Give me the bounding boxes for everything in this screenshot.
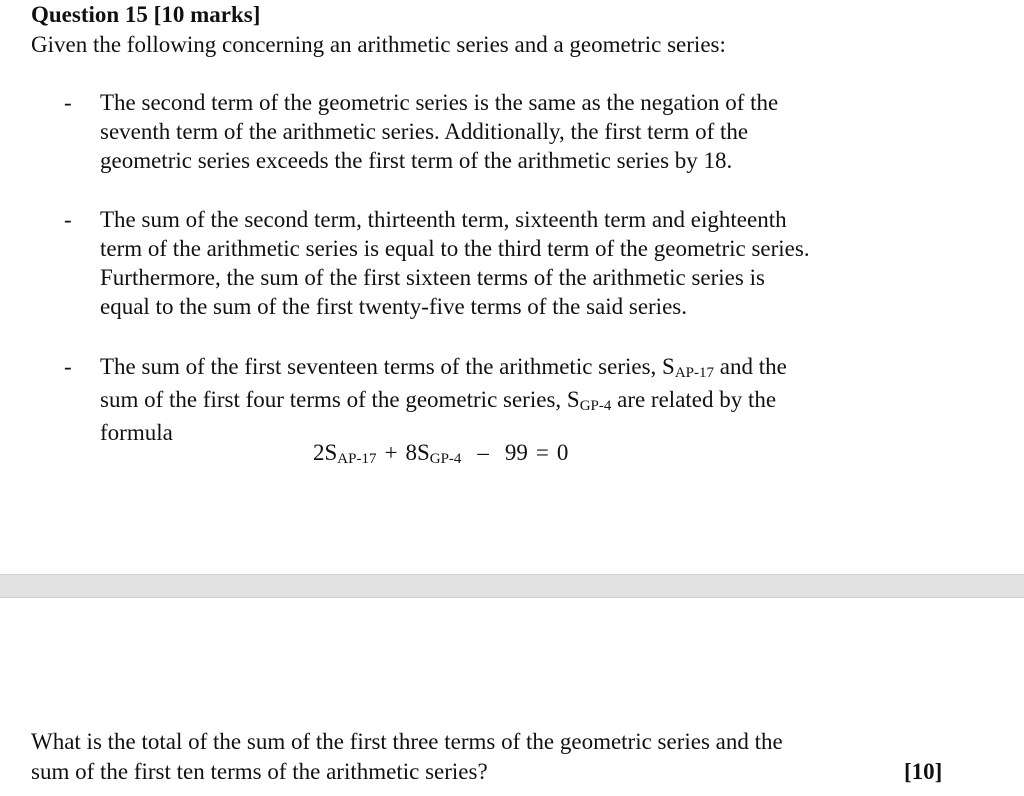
formula-term: 2S — [313, 440, 338, 465]
bullet-marker: - — [64, 207, 72, 232]
bullet-line: equal to the sum of the first twenty-five terms of the said series. — [100, 294, 687, 319]
question-title: Question 15 [10 marks] — [31, 2, 261, 27]
formula-term: 8S — [405, 440, 430, 465]
formula-rhs: 0 — [556, 440, 569, 465]
subscript: GP-4 — [429, 451, 462, 467]
bullet-text-segment: sum of the first four terms of the geometric series, S — [100, 387, 580, 412]
formula-operator: = — [535, 440, 549, 465]
bullet-line: term of the arithmetic series is equal to the third term of the geometric series. — [100, 236, 810, 261]
question-line: sum of the first ten terms of the arithmetic series? — [31, 759, 488, 784]
page-divider — [0, 574, 1024, 598]
bullet-line: formula — [100, 420, 173, 445]
bullet-text-segment: The sum of the first seventeen terms of the arithmetic series, S — [100, 354, 675, 379]
bullet-line: geometric series exceeds the first term of the arithmetic series by 18. — [100, 148, 733, 173]
bullet-item-1 — [100, 88, 900, 175]
bullet-text-segment: are related by the — [611, 387, 777, 412]
bullet-line: Furthermore, the sum of the first sixteen terms of the arithmetic series is — [100, 265, 765, 290]
formula-constant: 99 — [504, 440, 528, 465]
bullet-line — [100, 352, 900, 385]
bullet-text-segment: and the — [714, 354, 787, 379]
formula-operator: – — [477, 440, 489, 465]
bullet-line: seventh term of the arithmetic series. Additionally, the first term of the — [100, 119, 749, 144]
question-intro: Given the following concerning an arithmetic series and a geometric series: — [31, 32, 726, 57]
bullet-item-3 — [100, 352, 900, 447]
bullet-marker: - — [64, 354, 72, 379]
bullet-item-2 — [100, 205, 900, 321]
subscript: AP-17 — [674, 365, 715, 381]
question-line: What is the total of the sum of the first three terms of the geometric series and the — [31, 729, 783, 754]
final-question — [31, 727, 783, 787]
formula — [313, 438, 568, 471]
bullet-line: The second term of the geometric series is the same as the negation of the — [100, 90, 779, 115]
bullet-line: The sum of the second term, thirteenth term, sixteenth term and eighteenth — [100, 207, 787, 232]
formula-operator: + — [384, 440, 398, 465]
marks-label: [10] — [904, 759, 943, 784]
bullet-marker: - — [64, 90, 72, 115]
subscript: GP-4 — [579, 398, 612, 414]
bullet-line — [100, 385, 900, 418]
subscript: AP-17 — [337, 451, 377, 467]
